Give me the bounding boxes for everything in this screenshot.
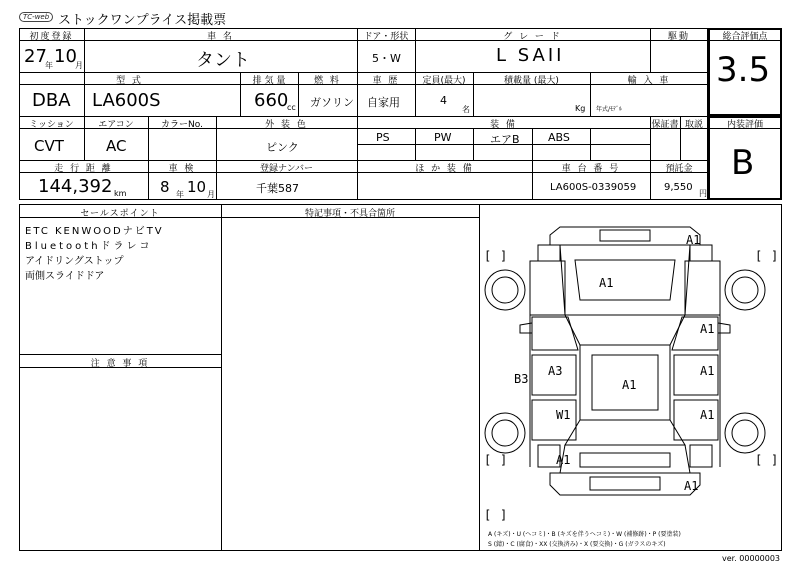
model-prefix: DBA bbox=[32, 90, 71, 111]
equipment-ps: PS bbox=[376, 131, 390, 144]
mark-right-front-door: A1 bbox=[700, 364, 715, 378]
car-history-value: 自家用 bbox=[367, 96, 400, 109]
legend-line-1: A (キズ)・U (ヘコミ)・B (キズを伴うヘコミ)・W (補修跡)・P (要塗装) bbox=[488, 531, 681, 538]
label-chassis-no: 車 台 番 号 bbox=[561, 164, 621, 174]
mark-right-rear-door: A1 bbox=[700, 408, 715, 422]
car-damage-diagram bbox=[480, 205, 781, 525]
mark-hood: A1 bbox=[599, 276, 614, 290]
label-other-equipment: ほ か 装 備 bbox=[415, 164, 474, 174]
capacity-unit: 名 bbox=[462, 105, 470, 114]
exterior-color-value: ピンク bbox=[266, 141, 299, 154]
label-interior-score: 内装評価 bbox=[726, 120, 763, 130]
reg-month: 10 bbox=[54, 46, 77, 67]
deposit-value: 9,550 bbox=[664, 182, 693, 193]
label-color-no: カラーNo. bbox=[161, 120, 203, 130]
mark-left-rear-door: A3 bbox=[548, 364, 563, 378]
mark-roof: A1 bbox=[622, 378, 637, 392]
label-plate: 登録ナンバー bbox=[260, 164, 313, 174]
label-load: 積載量 (最大) bbox=[504, 76, 559, 86]
model-value: LA600S bbox=[92, 90, 161, 111]
equipment-pw: PW bbox=[434, 131, 452, 144]
sales-point-2: Bluetoothドラレコ bbox=[25, 241, 153, 252]
grade-value: L SAII bbox=[496, 45, 565, 66]
interior-score-value: B bbox=[731, 143, 755, 183]
bracket-bottom-open: [ bbox=[484, 508, 492, 522]
label-caution: 注 意 事 項 bbox=[90, 359, 150, 369]
page-title: ストックワンプライス掲載票 bbox=[58, 13, 227, 28]
bracket-right-bottom-close: ] bbox=[771, 453, 779, 467]
fuel-value: ガソリン bbox=[310, 96, 354, 109]
chassis-no-value: LA600S-0339059 bbox=[550, 182, 637, 193]
label-notes: 特記事項・不具合箇所 bbox=[304, 209, 395, 219]
label-drive: 駆動 bbox=[667, 32, 690, 42]
inspection-month: 10 bbox=[187, 178, 207, 196]
bracket-right-top-close: ] bbox=[771, 249, 779, 263]
bracket-bottom-close: ] bbox=[500, 508, 508, 522]
aircon-value: AC bbox=[106, 137, 127, 155]
label-displacement: 排 気 量 bbox=[252, 76, 286, 86]
label-model: 型 式 bbox=[116, 76, 143, 86]
mark-rear-quarter: A1 bbox=[556, 453, 571, 467]
reg-month-unit: 月 bbox=[75, 61, 83, 70]
mark-right-front-fender: A1 bbox=[700, 322, 715, 336]
mileage-value: 144,392 bbox=[38, 176, 113, 197]
mission-value: CVT bbox=[34, 137, 64, 155]
label-grade: グ レ ー ド bbox=[503, 32, 562, 42]
reg-year: 27 bbox=[24, 46, 47, 67]
inspection-month-unit: 月 bbox=[207, 190, 215, 199]
version-label: ver. 00000003 bbox=[722, 554, 781, 563]
label-capacity: 定員(最大) bbox=[422, 76, 466, 86]
label-aircon: エアコン bbox=[98, 120, 134, 130]
label-car-name: 車 名 bbox=[207, 32, 234, 42]
load-unit: Kg bbox=[575, 104, 586, 113]
mark-left-rear-glass: W1 bbox=[556, 408, 571, 422]
overall-score-value: 3.5 bbox=[716, 50, 771, 90]
car-name-value: タント bbox=[196, 50, 250, 71]
bracket-left-top-open: [ bbox=[484, 249, 492, 263]
label-manual: 取説 bbox=[684, 120, 703, 130]
label-equipment: 装 備 bbox=[490, 120, 517, 130]
label-door-shape: ドア・形状 bbox=[363, 32, 409, 42]
deposit-unit: 円 bbox=[699, 189, 707, 198]
inspection-year-unit: 年 bbox=[176, 190, 184, 199]
sales-point-3: アイドリングストップ bbox=[25, 256, 124, 267]
equipment-airbag: エアB bbox=[490, 133, 520, 146]
label-exterior-color: 外 装 色 bbox=[265, 120, 308, 130]
inspection-year: 8 bbox=[160, 178, 170, 196]
capacity-value: 4 bbox=[440, 94, 447, 107]
bracket-right-bottom-open: [ bbox=[755, 453, 763, 467]
bracket-left-bottom-close: ] bbox=[500, 453, 508, 467]
displacement-value: 660 bbox=[254, 90, 289, 111]
label-first-reg: 初度登録 bbox=[29, 32, 74, 42]
displacement-unit: cc bbox=[287, 103, 296, 112]
reg-year-unit: 年 bbox=[45, 61, 53, 70]
mark-rear-bumper: A1 bbox=[684, 479, 699, 493]
legend-line-2: S (錆)・C (腐食)・XX (交換済み)・X (要交換)・G (ガラスのキズ) bbox=[488, 541, 666, 548]
equipment-abs: ABS bbox=[548, 131, 570, 144]
bracket-right-top-open: [ bbox=[755, 249, 763, 263]
bracket-left-bottom-open: [ bbox=[484, 453, 492, 467]
import-model: 年式/ﾓﾃﾞﾙ bbox=[596, 106, 623, 113]
label-warranty: 保証書 bbox=[651, 120, 679, 130]
sales-point-1: ETC KENWOODナビTV bbox=[25, 226, 164, 237]
mark-left-rear: B3 bbox=[514, 372, 529, 386]
door-shape-value: 5・W bbox=[372, 52, 401, 65]
info-table bbox=[19, 28, 708, 200]
mark-front-bumper: A1 bbox=[686, 233, 701, 247]
label-inspection: 車 検 bbox=[168, 164, 196, 174]
label-overall-score: 総合評価点 bbox=[722, 32, 768, 42]
label-mileage: 走 行 距 離 bbox=[54, 164, 113, 174]
bracket-left-top-close: ] bbox=[500, 249, 508, 263]
label-fuel: 燃 料 bbox=[314, 76, 341, 86]
label-import: 輸 入 車 bbox=[627, 76, 671, 86]
logo: TC-web bbox=[19, 12, 53, 22]
label-mission: ミッション bbox=[29, 120, 74, 130]
sales-point-4: 両側スライドドア bbox=[25, 271, 105, 282]
mileage-unit: km bbox=[114, 189, 127, 198]
label-car-history: 車 歴 bbox=[372, 76, 400, 86]
plate-value: 千葉587 bbox=[256, 182, 299, 195]
label-sales-points: セールスポイント bbox=[80, 209, 160, 219]
label-deposit: 預託金 bbox=[665, 164, 693, 174]
